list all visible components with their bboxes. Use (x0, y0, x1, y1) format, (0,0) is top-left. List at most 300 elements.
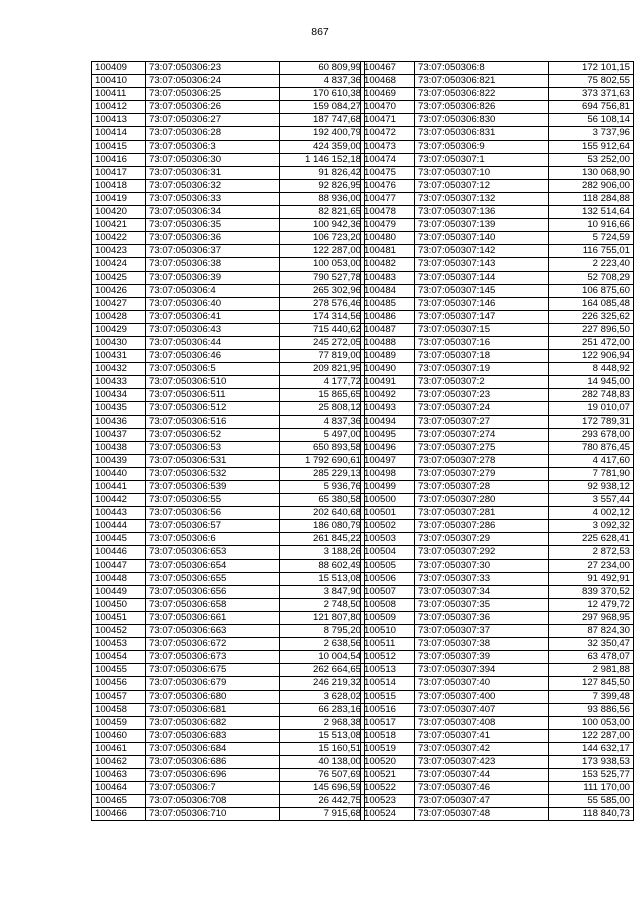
amount: 282 906,00 (549, 179, 634, 192)
amount: 202 640,68 (280, 507, 365, 520)
table-row (92, 664, 365, 677)
table-row (361, 467, 634, 480)
row-number: 100475 (361, 166, 415, 179)
row-number: 100506 (361, 572, 415, 585)
table-row (361, 651, 634, 664)
table-row (92, 428, 365, 441)
amount: 4 177,72 (280, 376, 365, 389)
amount: 227 896,50 (549, 323, 634, 336)
row-number: 100514 (361, 677, 415, 690)
cadastral-number: 73:07:050306:25 (146, 88, 280, 101)
cadastral-number: 73:07:050307:423 (415, 755, 549, 768)
table-row (361, 363, 634, 376)
row-number: 100518 (361, 729, 415, 742)
amount: 10 916,66 (549, 219, 634, 232)
row-number: 100441 (92, 481, 146, 494)
cadastral-number: 73:07:050307:279 (415, 467, 549, 480)
amount: 40 138,00 (280, 755, 365, 768)
amount: 8 795,20 (280, 625, 365, 638)
row-number: 100446 (92, 546, 146, 559)
cadastral-number: 73:07:050306:686 (146, 755, 280, 768)
table-row (92, 598, 365, 611)
amount: 7 915,68 (280, 808, 365, 821)
row-number: 100443 (92, 507, 146, 520)
amount: 145 696,59 (280, 782, 365, 795)
row-number: 100431 (92, 350, 146, 363)
amount: 261 845,22 (280, 533, 365, 546)
row-number: 100421 (92, 219, 146, 232)
cadastral-number: 73:07:050306:655 (146, 572, 280, 585)
table-row (92, 127, 365, 140)
cadastral-number: 73:07:050306:39 (146, 271, 280, 284)
amount: 77 819,00 (280, 350, 365, 363)
cadastral-number: 73:07:050306:27 (146, 114, 280, 127)
table-row (92, 297, 365, 310)
table-row (361, 323, 634, 336)
cadastral-number: 73:07:050306:510 (146, 376, 280, 389)
cadastral-number: 73:07:050307:146 (415, 297, 549, 310)
amount: 10 004,54 (280, 651, 365, 664)
table-row (361, 192, 634, 205)
cadastral-number: 73:07:050306:684 (146, 742, 280, 755)
row-number: 100423 (92, 245, 146, 258)
table-left (91, 61, 365, 821)
table-row (361, 559, 634, 572)
table-row (92, 546, 365, 559)
row-number: 100455 (92, 664, 146, 677)
cadastral-number: 73:07:050306:6 (146, 533, 280, 546)
cadastral-number: 73:07:050306:7 (146, 782, 280, 795)
cadastral-number: 73:07:050306:654 (146, 559, 280, 572)
row-number: 100438 (92, 441, 146, 454)
amount: 293 678,00 (549, 428, 634, 441)
table-row (92, 62, 365, 75)
cadastral-number: 73:07:050306:43 (146, 323, 280, 336)
amount: 118 840,73 (549, 808, 634, 821)
cadastral-number: 73:07:050306:34 (146, 206, 280, 219)
table-row (92, 742, 365, 755)
amount: 192 400,79 (280, 127, 365, 140)
cadastral-number: 73:07:050306:53 (146, 441, 280, 454)
amount: 153 525,77 (549, 769, 634, 782)
cadastral-number: 73:07:050306:696 (146, 769, 280, 782)
amount: 15 865,65 (280, 389, 365, 402)
table-row (361, 638, 634, 651)
amount: 251 472,00 (549, 336, 634, 349)
amount: 118 284,88 (549, 192, 634, 205)
row-number: 100437 (92, 428, 146, 441)
table-row (92, 140, 365, 153)
table-row (361, 703, 634, 716)
row-number: 100486 (361, 310, 415, 323)
table-row (361, 808, 634, 821)
amount: 27 234,00 (549, 559, 634, 572)
table-row (361, 742, 634, 755)
amount: 2 872,53 (549, 546, 634, 559)
amount: 52 708,29 (549, 271, 634, 284)
row-number: 100447 (92, 559, 146, 572)
amount: 3 737,96 (549, 127, 634, 140)
cadastral-number: 73:07:050306:9 (415, 140, 549, 153)
table-row (361, 454, 634, 467)
amount: 15 160,51 (280, 742, 365, 755)
amount: 246 219,32 (280, 677, 365, 690)
table-row (92, 729, 365, 742)
amount: 265 302,96 (280, 284, 365, 297)
amount: 225 628,41 (549, 533, 634, 546)
row-number: 100513 (361, 664, 415, 677)
cadastral-number: 73:07:050306:708 (146, 795, 280, 808)
table-row (92, 88, 365, 101)
row-number: 100424 (92, 258, 146, 271)
amount: 56 108,14 (549, 114, 634, 127)
cadastral-number: 73:07:050307:47 (415, 795, 549, 808)
cadastral-number: 73:07:050307:10 (415, 166, 549, 179)
table-row (92, 481, 365, 494)
amount: 132 514,64 (549, 206, 634, 219)
row-number: 100491 (361, 376, 415, 389)
table-row (92, 769, 365, 782)
table-row (361, 350, 634, 363)
row-number: 100479 (361, 219, 415, 232)
amount: 780 876,45 (549, 441, 634, 454)
row-number: 100507 (361, 585, 415, 598)
table-row (92, 350, 365, 363)
amount: 75 802,55 (549, 75, 634, 88)
table-row (92, 284, 365, 297)
cadastral-number: 73:07:050307:15 (415, 323, 549, 336)
cadastral-number: 73:07:050307:34 (415, 585, 549, 598)
cadastral-number: 73:07:050306:8 (415, 62, 549, 75)
amount: 7 399,48 (549, 690, 634, 703)
amount: 100 053,00 (280, 258, 365, 271)
table-row (361, 297, 634, 310)
amount: 15 513,08 (280, 572, 365, 585)
table-row (92, 75, 365, 88)
cadastral-number: 73:07:050307:275 (415, 441, 549, 454)
row-number: 100429 (92, 323, 146, 336)
amount: 15 513,08 (280, 729, 365, 742)
cadastral-number: 73:07:050307:132 (415, 192, 549, 205)
amount: 2 638,56 (280, 638, 365, 651)
row-number: 100439 (92, 454, 146, 467)
table-row (92, 651, 365, 664)
row-number: 100516 (361, 703, 415, 716)
table-row (361, 179, 634, 192)
amount: 209 821,95 (280, 363, 365, 376)
amount: 1 146 152,18 (280, 153, 365, 166)
cadastral-number: 73:07:050306:656 (146, 585, 280, 598)
cadastral-number: 73:07:050306:44 (146, 336, 280, 349)
row-number: 100425 (92, 271, 146, 284)
cadastral-number: 73:07:050307:28 (415, 481, 549, 494)
cadastral-number: 73:07:050307:2 (415, 376, 549, 389)
cadastral-number: 73:07:050306:35 (146, 219, 280, 232)
row-number: 100468 (361, 75, 415, 88)
row-number: 100510 (361, 625, 415, 638)
table-row (92, 402, 365, 415)
table-row (92, 782, 365, 795)
table-row (361, 572, 634, 585)
amount: 3 557,44 (549, 494, 634, 507)
cadastral-number: 73:07:050307:16 (415, 336, 549, 349)
table-row (361, 507, 634, 520)
amount: 26 442,75 (280, 795, 365, 808)
cadastral-number: 73:07:050307:280 (415, 494, 549, 507)
table-row (361, 494, 634, 507)
amount: 55 585,00 (549, 795, 634, 808)
row-number: 100494 (361, 415, 415, 428)
row-number: 100454 (92, 651, 146, 664)
table-row (361, 127, 634, 140)
row-number: 100451 (92, 611, 146, 624)
row-number: 100444 (92, 520, 146, 533)
amount: 172 101,15 (549, 62, 634, 75)
amount: 3 092,32 (549, 520, 634, 533)
row-number: 100523 (361, 795, 415, 808)
row-number: 100484 (361, 284, 415, 297)
table-row (361, 625, 634, 638)
amount: 127 845,50 (549, 677, 634, 690)
row-number: 100448 (92, 572, 146, 585)
table-row (92, 441, 365, 454)
amount: 650 893,58 (280, 441, 365, 454)
cadastral-number: 73:07:050306:23 (146, 62, 280, 75)
amount: 19 010,07 (549, 402, 634, 415)
row-number: 100477 (361, 192, 415, 205)
row-number: 100463 (92, 769, 146, 782)
amount: 8 448,92 (549, 363, 634, 376)
cadastral-number: 73:07:050307:40 (415, 677, 549, 690)
row-number: 100415 (92, 140, 146, 153)
amount: 715 440,62 (280, 323, 365, 336)
row-number: 100450 (92, 598, 146, 611)
row-number: 100512 (361, 651, 415, 664)
amount: 297 968,95 (549, 611, 634, 624)
row-number: 100467 (361, 62, 415, 75)
row-number: 100481 (361, 245, 415, 258)
table-row (361, 75, 634, 88)
row-number: 100511 (361, 638, 415, 651)
cadastral-number: 73:07:050307:23 (415, 389, 549, 402)
row-number: 100410 (92, 75, 146, 88)
table-row (92, 520, 365, 533)
cadastral-number: 73:07:050306:30 (146, 153, 280, 166)
table-row (361, 598, 634, 611)
amount: 694 756,81 (549, 101, 634, 114)
amount: 3 847,90 (280, 585, 365, 598)
cadastral-number: 73:07:050306:32 (146, 179, 280, 192)
amount: 4 002,12 (549, 507, 634, 520)
table-row (92, 559, 365, 572)
table-row (92, 625, 365, 638)
row-number: 100445 (92, 533, 146, 546)
cadastral-number: 73:07:050306:36 (146, 232, 280, 245)
table-row (92, 179, 365, 192)
cadastral-number: 73:07:050306:55 (146, 494, 280, 507)
cadastral-number: 73:07:050306:512 (146, 402, 280, 415)
cadastral-number: 73:07:050306:57 (146, 520, 280, 533)
amount: 122 287,00 (280, 245, 365, 258)
amount: 262 664,65 (280, 664, 365, 677)
row-number: 100474 (361, 153, 415, 166)
table-row (361, 402, 634, 415)
cadastral-number: 73:07:050307:407 (415, 703, 549, 716)
row-number: 100490 (361, 363, 415, 376)
row-number: 100426 (92, 284, 146, 297)
row-number: 100502 (361, 520, 415, 533)
amount: 4 837,36 (280, 415, 365, 428)
cadastral-number: 73:07:050307:286 (415, 520, 549, 533)
table-row (361, 376, 634, 389)
cadastral-number: 73:07:050307:281 (415, 507, 549, 520)
table-row (92, 153, 365, 166)
row-number: 100456 (92, 677, 146, 690)
row-number: 100499 (361, 481, 415, 494)
cadastral-number: 73:07:050307:400 (415, 690, 549, 703)
cadastral-number: 73:07:050306:24 (146, 75, 280, 88)
row-number: 100487 (361, 323, 415, 336)
amount: 5 936,76 (280, 481, 365, 494)
row-number: 100453 (92, 638, 146, 651)
cadastral-number: 73:07:050307:145 (415, 284, 549, 297)
table-row (361, 389, 634, 402)
cadastral-number: 73:07:050307:143 (415, 258, 549, 271)
row-number: 100418 (92, 179, 146, 192)
table-row (92, 572, 365, 585)
amount: 2 968,38 (280, 716, 365, 729)
table-row (361, 219, 634, 232)
table-row (92, 219, 365, 232)
table-row (92, 376, 365, 389)
cadastral-number: 73:07:050306:37 (146, 245, 280, 258)
cadastral-number: 73:07:050306:710 (146, 808, 280, 821)
table-row (361, 677, 634, 690)
amount: 60 809,99 (280, 62, 365, 75)
row-number: 100435 (92, 402, 146, 415)
table-row (361, 415, 634, 428)
cadastral-number: 73:07:050306:673 (146, 651, 280, 664)
table-row (92, 389, 365, 402)
amount: 100 942,36 (280, 219, 365, 232)
row-number: 100508 (361, 598, 415, 611)
amount: 285 229,13 (280, 467, 365, 480)
row-number: 100413 (92, 114, 146, 127)
table-row (361, 232, 634, 245)
table-row (92, 703, 365, 716)
cadastral-number: 73:07:050307:18 (415, 350, 549, 363)
cadastral-number: 73:07:050306:672 (146, 638, 280, 651)
amount: 144 632,17 (549, 742, 634, 755)
amount: 122 906,94 (549, 350, 634, 363)
table-row (92, 677, 365, 690)
amount: 63 478,07 (549, 651, 634, 664)
amount: 100 053,00 (549, 716, 634, 729)
cadastral-number: 73:07:050306:826 (415, 101, 549, 114)
table-row (92, 415, 365, 428)
row-number: 100442 (92, 494, 146, 507)
table-row (92, 467, 365, 480)
amount: 5 497,00 (280, 428, 365, 441)
cadastral-number: 73:07:050307:42 (415, 742, 549, 755)
amount: 170 610,38 (280, 88, 365, 101)
cadastral-number: 73:07:050307:35 (415, 598, 549, 611)
row-number: 100496 (361, 441, 415, 454)
amount: 245 272,05 (280, 336, 365, 349)
table-row (361, 336, 634, 349)
row-number: 100492 (361, 389, 415, 402)
table-row (92, 271, 365, 284)
cadastral-number: 73:07:050306:821 (415, 75, 549, 88)
table-row (361, 166, 634, 179)
row-number: 100417 (92, 166, 146, 179)
row-number: 100459 (92, 716, 146, 729)
cadastral-number: 73:07:050306:831 (415, 127, 549, 140)
amount: 93 886,56 (549, 703, 634, 716)
row-number: 100519 (361, 742, 415, 755)
amount: 187 747,68 (280, 114, 365, 127)
amount: 5 724,59 (549, 232, 634, 245)
row-number: 100422 (92, 232, 146, 245)
row-number: 100493 (361, 402, 415, 415)
row-number: 100500 (361, 494, 415, 507)
table-row (92, 755, 365, 768)
cadastral-number: 73:07:050306:4 (146, 284, 280, 297)
amount: 3 628,02 (280, 690, 365, 703)
row-number: 100469 (361, 88, 415, 101)
row-number: 100432 (92, 363, 146, 376)
amount: 14 945,00 (549, 376, 634, 389)
row-number: 100464 (92, 782, 146, 795)
row-number: 100452 (92, 625, 146, 638)
amount: 88 602,49 (280, 559, 365, 572)
table-row (92, 716, 365, 729)
table-row (361, 546, 634, 559)
row-number: 100461 (92, 742, 146, 755)
table-row (361, 206, 634, 219)
row-number: 100427 (92, 297, 146, 310)
amount: 122 287,00 (549, 729, 634, 742)
table-row (92, 611, 365, 624)
cadastral-number: 73:07:050307:1 (415, 153, 549, 166)
table-row (361, 258, 634, 271)
amount: 2 223,40 (549, 258, 634, 271)
cadastral-number: 73:07:050307:46 (415, 782, 549, 795)
row-number: 100524 (361, 808, 415, 821)
cadastral-number: 73:07:050307:408 (415, 716, 549, 729)
row-number: 100465 (92, 795, 146, 808)
table-row (92, 232, 365, 245)
row-number: 100488 (361, 336, 415, 349)
row-number: 100480 (361, 232, 415, 245)
amount: 111 170,00 (549, 782, 634, 795)
amount: 2 981,88 (549, 664, 634, 677)
row-number: 100476 (361, 179, 415, 192)
table-row (361, 690, 634, 703)
cadastral-number: 73:07:050306:5 (146, 363, 280, 376)
table-row (361, 795, 634, 808)
amount: 839 370,52 (549, 585, 634, 598)
cadastral-number: 73:07:050307:41 (415, 729, 549, 742)
row-number: 100503 (361, 533, 415, 546)
amount: 174 314,56 (280, 310, 365, 323)
amount: 4 837,36 (280, 75, 365, 88)
table-row (361, 729, 634, 742)
amount: 53 252,00 (549, 153, 634, 166)
row-number: 100517 (361, 716, 415, 729)
cadastral-number: 73:07:050306:531 (146, 454, 280, 467)
row-number: 100497 (361, 454, 415, 467)
